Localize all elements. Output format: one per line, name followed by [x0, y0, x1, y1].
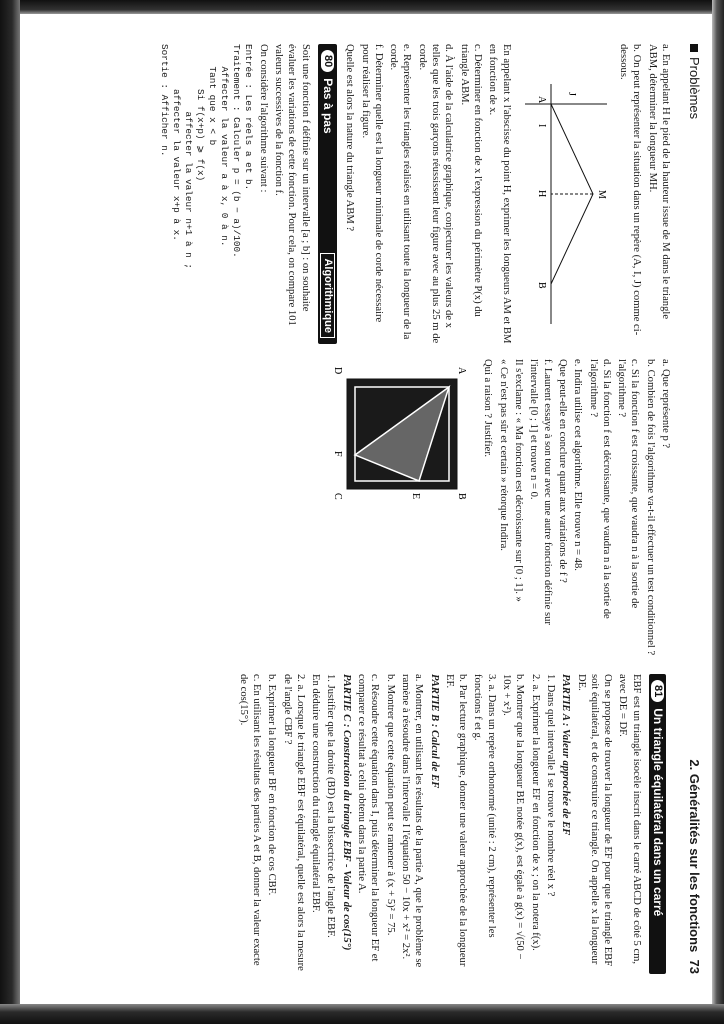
axis-figure [517, 44, 613, 344]
part-a-item: b. Montrer que la longueur BE notée g(x), est égale à g(x) = √(50 − 10x + x²). [501, 674, 526, 960]
ex80-question: Il s'exclame : « Ma fonction est décroissante sur [0 ; 1]. » [513, 359, 525, 602]
part-a-title: PARTIE A : Valeur approchée de EF [560, 674, 572, 836]
part-a-item: 1. Dans quel intervalle I se trouve le nombre réel x ? [544, 674, 556, 897]
part-c-item: c. En utilisant les résultats des parties A et B, donner la valeur exacte de cos(15°). [237, 674, 262, 966]
part-b-item: c. Résoudre cette équation dans I, puis déterminer la longueur EF et comparer ce résultat à celui obtenu dans la partie A. [356, 674, 381, 962]
ex80-algo-intro: On considère l'algorithme suivant : [257, 44, 269, 193]
ex80-question: e. Indira utilise cet algorithme. Elle trouve n = 48. [572, 359, 584, 571]
ex80-question: « Ce n'est pas sûr et certain » rétorque Indira. [497, 359, 509, 551]
exercise-number: 80 [321, 50, 334, 72]
section-label [687, 44, 702, 119]
page-content [22, 14, 712, 1004]
label-sq-a: A [456, 367, 468, 375]
part-a-item: 2. a. Exprimer la longueur EF en fonction de x ; on la notera f(x). [529, 674, 541, 951]
label-i: I [535, 124, 547, 128]
scan-edge-bottom [0, 1004, 724, 1024]
label-sq-e: E [410, 493, 422, 500]
ex81-intro: EBF est un triangle isocèle inscrit dans le carré ABCD de côté 5 cm, avec DE = DF. [617, 674, 642, 965]
ex81-item: Quelle est alors la nature du triangle ABM ? [344, 44, 356, 232]
ex80-question: a. Que représente p ? [660, 359, 671, 449]
column-middle [319, 359, 672, 659]
exercise-number: 81 [651, 680, 664, 702]
part-b-item: a. Montrer, en utilisant les résultats de la partie A, que le problème se ramène à résoudre dans l'intervalle I l'équation 50 − 10x + x² = 2x². [399, 674, 425, 968]
square-bullet-icon [690, 44, 698, 52]
chapter-text: 2. Généralités sur les fonctions [687, 759, 702, 953]
ex80-question: c. Si la fonction f est croissante, que vaudra n à la sortie de l'algorithme ? [616, 359, 641, 609]
part-c-title: PARTIE C : Construction du triangle EBF - Valeur de cos(15°) [340, 674, 352, 951]
ex81-item: b. On peut représenter la situation dans un repère (A, I, J) comme ci-dessous. [618, 44, 643, 336]
exercise80-header [318, 44, 337, 344]
column-right [234, 674, 672, 974]
label-a: A [535, 96, 547, 104]
label-sq-c: C [332, 493, 344, 500]
label-h: H [535, 190, 547, 198]
triangle-abm-diagram [521, 44, 613, 334]
ex80-question: b. Combien de fois l'algorithme va-t-il effectuer un test conditionnel ? [644, 359, 656, 656]
ex80-question: Que peut-elle en conclure quant aux variations de f ? [556, 359, 568, 583]
label-b: B [535, 282, 547, 289]
part-c-item: 2. a. Lorsque le triangle EBF est équilatéral, quelle est alors la mesure de l'angle CBF ? [281, 674, 306, 971]
exercise-title: Pas à pas [320, 78, 335, 134]
part-b-title: PARTIE B : Calcul de EF [428, 674, 440, 789]
label-sq-d: D [332, 367, 344, 375]
label-sq-b: B [456, 493, 468, 500]
ex80-intro: Soit une fonction f définie sur un intervalle [a ; b] : on souhaite évaluer les variations de cette fonction. Pour cela, on compare 101 valeurs successives de la fonction f. [273, 44, 311, 326]
part-b-item: b. Montrer que cette équation peut se ramener à (x + 5)² = 75. [384, 674, 396, 936]
ex81-item: En appelant x l'abscisse du point H, exprimer les longueurs AM et BM en fonction de x. [487, 44, 512, 344]
ex80-question: f. Laurent essaye à son tour avec une autre fonction définie sur l'intervalle [0 ; 1] et trouve n = 0. [528, 359, 553, 625]
label-sq-f: F [332, 451, 344, 457]
ex81-item: f. Déterminer quelle est la longueur minimale de corde nécessaire pour réaliser la figure. [359, 44, 384, 323]
ex80-question: d. Si la fonction f est décroissante, que vaudra n à la sortie de l'algorithme ? [587, 359, 612, 619]
scan-edge-top [0, 0, 724, 14]
ex81-item: c. Déterminer en fonction de x l'expression du périmètre P(x) du triangle ABM. [458, 44, 483, 317]
part-c-item: En déduire une construction du triangle équilatéral EBF. [310, 674, 322, 913]
part-a-item: 3. a. Dans un repère orthonormé (unité : 2 cm), représenter les fonctions f et g. [472, 674, 497, 938]
section-text: Problèmes [687, 57, 702, 120]
exercise81-header [649, 674, 666, 974]
part-c-item: 1. Justifier que la droite (BD) est la bissectrice de l'angle EBF. [325, 674, 337, 938]
part-a-item: b. Par lecture graphique, donner une valeur approchée de la longueur EF. [443, 674, 469, 967]
square-figure [323, 359, 477, 659]
label-j: J [565, 92, 577, 96]
page-number: 73 [687, 959, 702, 974]
column-left [156, 44, 672, 344]
chapter-label [687, 759, 702, 974]
exercise-tag: Algorithmique [320, 253, 335, 338]
ex81-on-se-propose: On se propose de trouver la longueur de EF pour que le triangle EBF soit équilatéral, et de construire ce triangle. On appelle x la longueur DE. [575, 674, 614, 967]
ex80-question: Qui a raison ? Justifier. [482, 359, 494, 457]
ex81-item: d. À l'aide de la calculatrice graphique, conjecturer les valeurs de x telles que les trois garçons réussissent leur figure avec au plus 25 m de corde. [416, 44, 455, 344]
algorithm-block: Entrée : Les réels a et b. Traitement : Calculer p = (b − a)/100. Affecter la valeur a à x, 0 à n. Tant que x < b Si f(x+p) ⩾ f(x) affecter la valeur n+1 à n ; affecter la valeur x+p à x. Sortie : Afficher n. [159, 44, 255, 270]
square-abcd-diagram [327, 359, 477, 509]
exercise-title: Un triangle équilatéral dans un carré [651, 708, 665, 917]
label-m: M [595, 190, 607, 199]
part-c-item: b. Exprimer la longueur BF en fonction de cos CBF. [266, 674, 278, 896]
ex81-item: a. En appelant H le pied de la hauteur issue de M dans le triangle ABM, déterminer la longueur MH. [646, 44, 671, 320]
textbook-page [22, 14, 712, 1004]
scan-edge-left [0, 0, 20, 1024]
ex81-item: e. Représenter les triangles réalisés en utilisant toute la longueur de la corde. [388, 44, 413, 340]
scan-edge-right [712, 0, 724, 1024]
page-header [682, 44, 704, 974]
